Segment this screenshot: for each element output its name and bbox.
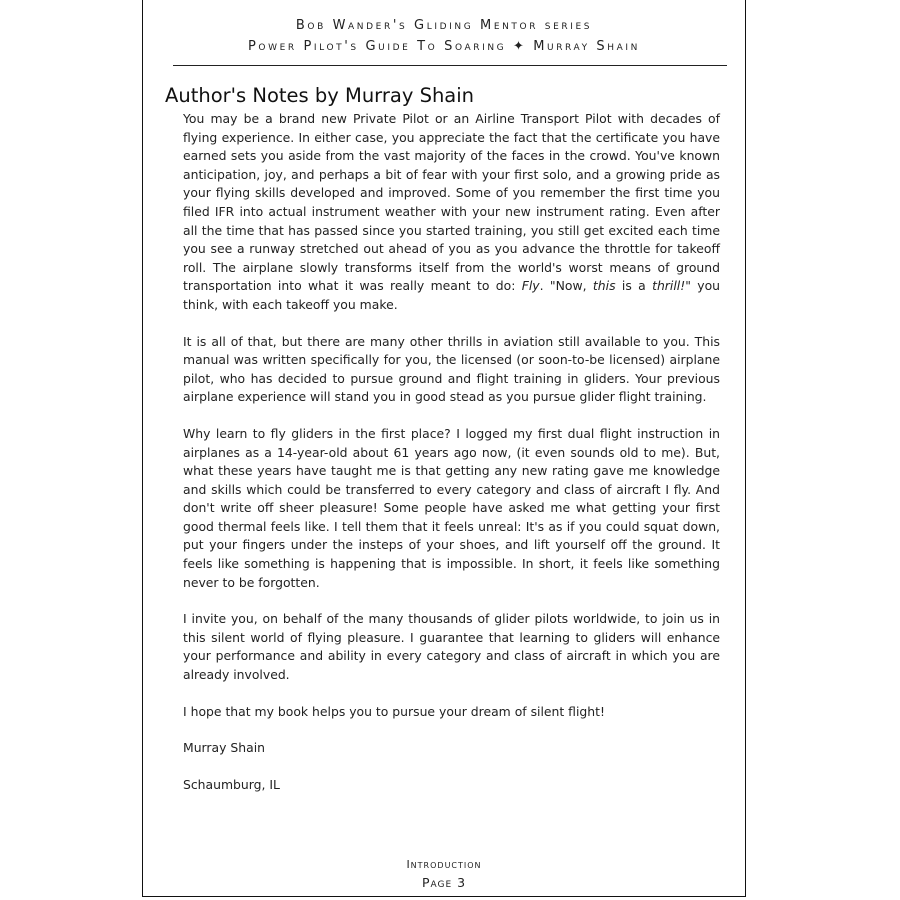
header-rule [173, 65, 727, 66]
paragraph-2: It is all of that, but there are many other thrills in aviation still available to you. This manual was written specifically for you, the licensed (or soon-to-be licensed) airplane pilot, who has decided to pursue ground and flight training in gliders. Your previous airplane experience will stand you in good stead as you pursue glider flight training. [183, 333, 720, 405]
document-page [142, 0, 746, 897]
emphasis-fly: Fly [521, 278, 540, 294]
footer-page-number: Page 3 [421, 875, 467, 890]
emphasis-this: this [592, 278, 616, 294]
paragraph-1-text-2: . "Now, [539, 278, 593, 294]
signature-name: Murray Shain [183, 740, 265, 756]
footer-section: Introduction [406, 858, 482, 871]
series-title: Bob Wander's Gliding Mentor series [295, 18, 593, 33]
page-title: Author's Notes by Murray Shain [165, 84, 475, 107]
body-text [183, 110, 720, 812]
paragraph-1 [183, 110, 720, 315]
paragraph-3: Why learn to fly gliders in the first place? I logged my first dual flight instruction in airplanes as a 14-year-old about 61 years ago now, (it even sounds old to me). But, what these years have taught me is that getting any new rating gave me knowledge and skills which could be transferred to every category and class of aircraft I fly. And don't write off sheer pleasure! Some people have asked me what getting your first good thermal feels like. I tell them that it feels unreal: It's as if you could squat down, put your fingers under the insteps of your shoes, and lift yourself off the ground. It feels like something is happening that is impossible. In short, it feels like something never to be forgotten. [183, 425, 720, 590]
signature-location: Schaumburg, IL [183, 776, 280, 792]
paragraph-4: I invite you, on behalf of the many thousands of glider pilots worldwide, to join us in this silent world of flying pleasure. I guarantee that learning to gliders will enhance your performance and ability in every category and class of aircraft in which you are already involved. [183, 611, 720, 683]
paragraph-1-text-3: is a [615, 278, 653, 294]
paragraph-5: I hope that my book helps you to pursue your dream of silent flight! [183, 703, 605, 719]
paragraph-1-text-4: " you think, with each takeoff you make. [183, 278, 721, 312]
book-title-author: Power Pilot's Guide To Soaring ✦ Murray Shain [247, 39, 640, 54]
paragraph-1-text: You may be a brand new Private Pilot or an Airline Transport Pilot with decades of flying experience. In either case, you appreciate the fact that the certificate you have earned sets you aside from the vast majority of the faces in the crowd. You've known anticipation, joy, and perhaps a bit of fear with your first solo, and a growing pride as your flying skills developed and improved. Some of you remember the first time you filed IFR into actual instrument weather with your new instrument rating. Even after all the time that has passed since you started training, you still get excited each time you see a runway stretched out ahead of you as you advance the throttle for takeoff roll. The airplane slowly transforms itself from the world's worst means of ground transportation into what it was really meant to do: [183, 111, 720, 294]
emphasis-thrill: thrill! [652, 278, 686, 294]
